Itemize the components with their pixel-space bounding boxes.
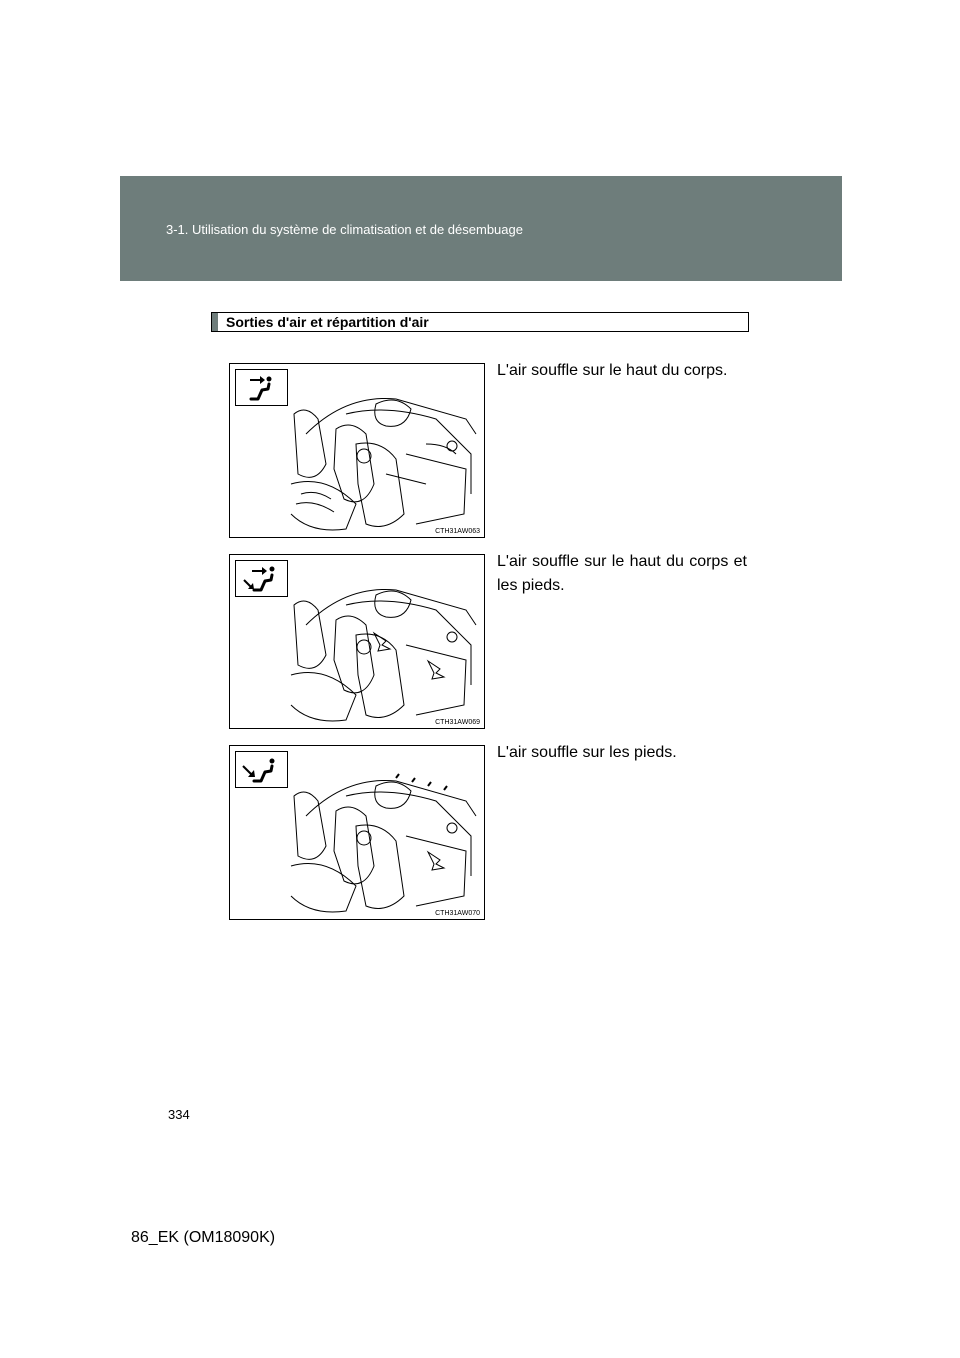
- car-interior-illustration: [286, 756, 482, 916]
- car-interior-illustration: [286, 565, 482, 725]
- model-code: 86_EK (OM18090K): [131, 1229, 276, 1246]
- header-band: [120, 176, 842, 281]
- mode-description: L'air souffle sur le haut du corps et les pieds.: [497, 553, 747, 594]
- figure-code: CTH31AW070: [435, 910, 480, 917]
- face-vent-mode-icon: [236, 370, 289, 407]
- figure-code: CTH31AW063: [435, 528, 480, 535]
- figure-face-vent: [229, 363, 485, 538]
- mode-icon-box: [235, 369, 288, 406]
- page-number: 334: [168, 1107, 190, 1122]
- breadcrumb: 3-1. Utilisation du système de climatisation et de désembuage: [166, 222, 523, 237]
- section-title: Sorties d'air et répartition d'air: [226, 314, 429, 330]
- section-title-accent: [212, 313, 218, 331]
- bi-level-vent-mode-icon: [236, 561, 289, 598]
- foot-vent-mode-icon: [236, 752, 289, 789]
- mode-icon-box: [235, 560, 288, 597]
- figure-bi-level-vent: [229, 554, 485, 729]
- figure-code: CTH31AW069: [435, 719, 480, 726]
- mode-icon-box: [235, 751, 288, 788]
- section-title-box: [211, 312, 749, 332]
- car-interior-illustration: [286, 374, 482, 534]
- mode-description: L'air souffle sur le haut du corps.: [497, 362, 728, 379]
- mode-description: L'air souffle sur les pieds.: [497, 744, 677, 761]
- figure-foot-vent: [229, 745, 485, 920]
